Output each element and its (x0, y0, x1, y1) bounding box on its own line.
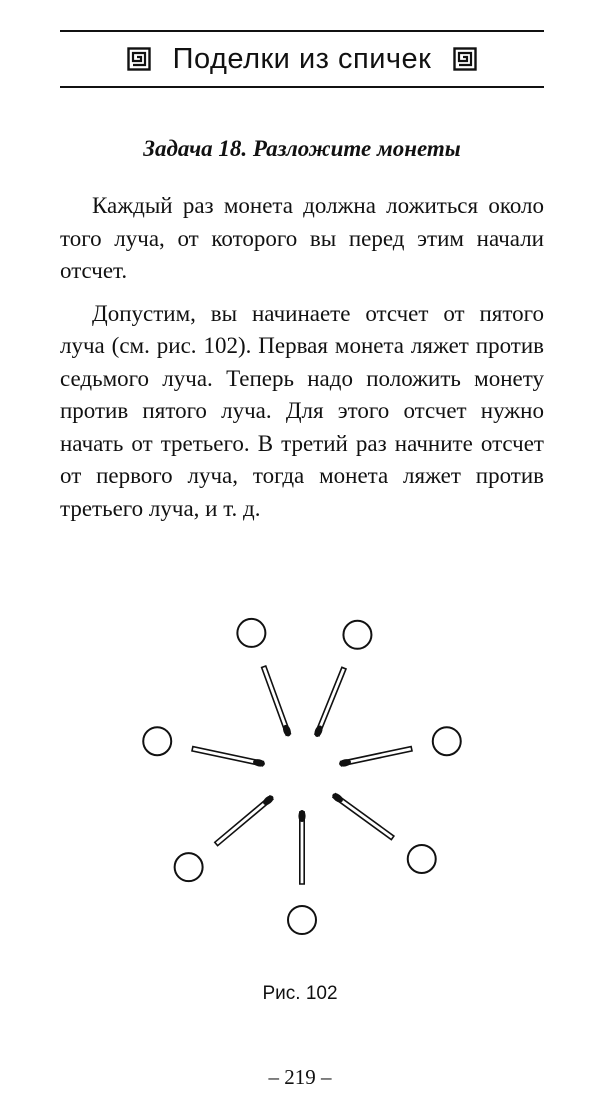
coin (343, 621, 371, 649)
meander-ornament-icon (453, 47, 477, 71)
paragraph: Каждый раз монета должна ложиться около того луча, от которого вы перед этим начали отсчет. (60, 193, 544, 283)
meander-ornament-icon (127, 47, 151, 71)
paragraph: Допустим, вы начинаете отсчет от пятого луча (см. рис. 102). Первая монета ляжет против седьмого луча. Теперь надо положить монету против пятого луча. Для этого отсчет нужно начать от третьего. В третий раз начните отсчет от первого луча, тогда монета ляжет против третьего луча, и т. д. (60, 300, 544, 521)
match-stick (341, 747, 412, 766)
header-bottom-rule (60, 86, 544, 88)
task-title: Задача 18. Разложите монеты (143, 136, 461, 161)
body-text (60, 190, 544, 535)
match-stick (300, 812, 304, 884)
coin (288, 906, 316, 934)
header-top-rule (60, 30, 544, 32)
figure-caption: Рис. 102 (262, 983, 338, 1004)
running-header (60, 38, 544, 80)
match-stick (192, 747, 263, 766)
coin (408, 845, 436, 873)
page-number: – 219 – (268, 1065, 332, 1089)
running-header-title: Поделки из спичек (172, 42, 432, 75)
coin (175, 853, 203, 881)
coin (143, 727, 171, 755)
figure-102 (0, 560, 600, 960)
match-stick (315, 667, 346, 735)
match-head (298, 810, 305, 822)
match-stick (262, 666, 291, 735)
coin (237, 619, 265, 647)
coin (433, 727, 461, 755)
